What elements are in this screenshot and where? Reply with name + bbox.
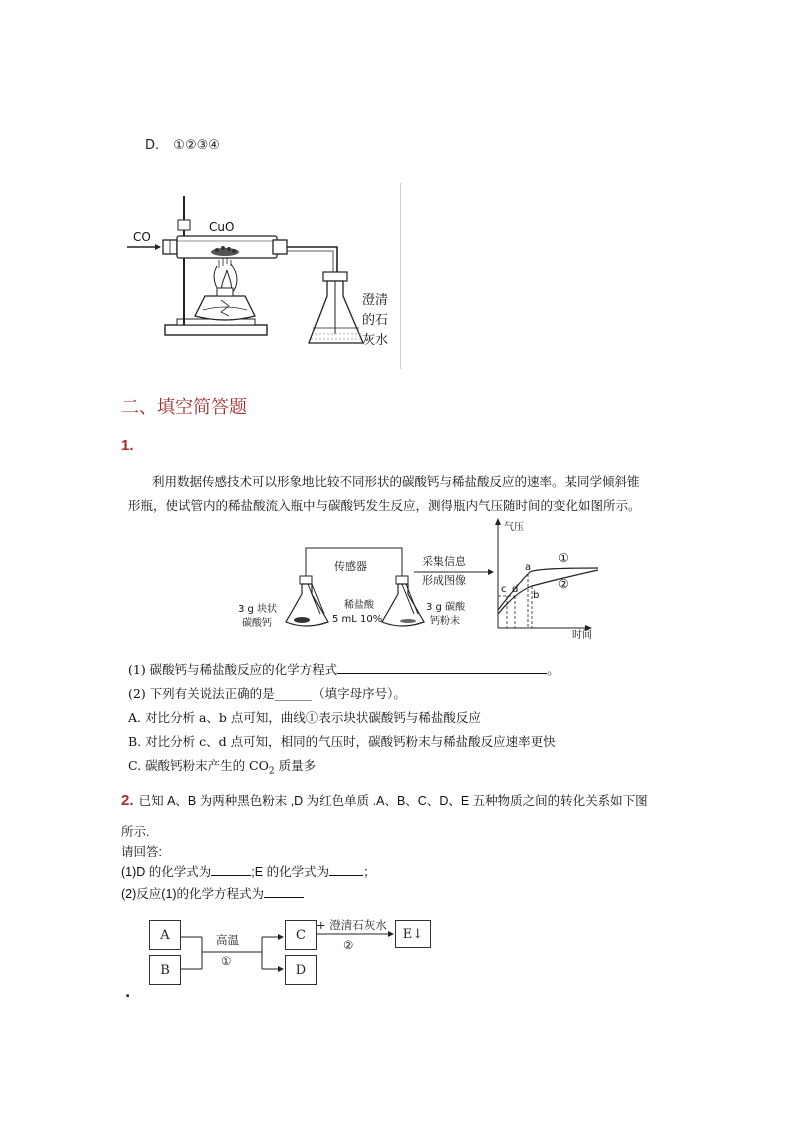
q2-line2: 所示.: [121, 825, 150, 839]
q1-sub2: (2) 下列有关说法正确的是______（填字母序号）。: [128, 686, 406, 701]
curve2-label: ②: [558, 577, 569, 591]
flow-condition-limewater: + 澄清石灰水: [316, 918, 387, 932]
option-d: [145, 138, 220, 153]
q2-line5: [121, 884, 304, 902]
q1-sub1: [128, 660, 560, 678]
q1-sub1-answer-blank[interactable]: [337, 661, 547, 674]
flow-box-d: D: [285, 955, 317, 985]
co-label: CO: [133, 230, 151, 244]
q2-line4-b: ;E 的化学式为: [251, 865, 330, 879]
left-flask-label2: 碳酸钙: [242, 618, 272, 629]
flow-box-a: A: [149, 920, 181, 950]
right-flask-label2: 钙粉末: [430, 616, 460, 627]
q1-intro-line2: 形瓶，使试管内的稀盐酸流入瓶中与碳酸钙发生反应，测得瓶内气压随时间的变化如图所示。: [128, 498, 641, 513]
q1-intro-line1: 利用数据传感技术可以形象地比较不同形状的碳酸钙与稀盐酸反应的速率。某同学倾斜锥: [152, 474, 640, 489]
q1-option-c-sub: 2: [268, 766, 275, 777]
sensor-label: 传感器: [334, 560, 367, 573]
option-d-letter: D.: [145, 138, 160, 153]
flow-box-b: B: [149, 955, 181, 985]
stray-dot: .: [125, 985, 131, 1001]
q1-option-b: B. 对比分析 c、d 点可知，相同的气压时，碳酸钙粉末与稀盐酸反应速率更快: [128, 734, 556, 749]
q2-d-formula-blank[interactable]: [211, 863, 251, 876]
q1-number: 1.: [121, 437, 134, 454]
q1-option-c-post: 质量多: [274, 758, 317, 773]
right-flask-label1: 3 g 碳酸: [426, 602, 466, 613]
section-title: 二、填空简答题: [121, 397, 247, 418]
q1-sub1-text: (1) 碳酸钙与稀盐酸反应的化学方程式: [128, 662, 338, 677]
q2-line4-c: ；: [363, 865, 376, 879]
pressure-experiment-figure: [232, 518, 602, 643]
point-a: a: [525, 562, 532, 573]
flow-step1: ①: [221, 954, 232, 968]
flow-condition-high-temp: 高温: [216, 933, 239, 947]
acid-label1: 稀盐酸: [344, 600, 374, 611]
flow-box-e: E↓: [395, 920, 431, 948]
point-b: b: [533, 590, 540, 601]
q2-number: 2.: [121, 792, 134, 809]
point-d: d: [512, 584, 519, 595]
x-axis-label: 时间: [572, 630, 592, 641]
q2-line4: [121, 862, 376, 880]
cuo-label: CuO: [209, 220, 235, 234]
curve1-label: ①: [558, 551, 569, 565]
flow-step2: ②: [343, 938, 354, 952]
limewater-label-line3: 灰水: [362, 333, 389, 348]
point-c: c: [501, 584, 507, 595]
flow-box-c: C: [285, 920, 317, 950]
q2-equation-blank[interactable]: [264, 885, 304, 898]
option-d-text: ①②③④: [173, 138, 220, 153]
y-axis-label: 气压: [504, 522, 524, 533]
form-image-label: 形成图像: [422, 574, 466, 587]
q2-line1-wrap: [121, 790, 648, 809]
limewater-label-line2: 的石: [362, 313, 389, 328]
q2-line3: 请回答:: [121, 845, 162, 859]
collect-info-label: 采集信息: [422, 555, 466, 568]
q1-option-c: [128, 756, 316, 777]
left-flask-label1: 3 g 块状: [238, 604, 278, 615]
q2-line4-a: (1)D 的化学式为: [121, 865, 212, 879]
acid-label2: 5 mL 10%: [332, 614, 383, 625]
q2-line1: 已知 A、B 为两种黑色粉末 ,D 为红色单质 .A、B、C、D、E 五种物质之间的转化关系如下图: [138, 794, 648, 808]
co-cuo-apparatus-diagram: [125, 188, 400, 348]
q2-e-formula-blank[interactable]: [329, 863, 363, 876]
q1-option-c-pre: C. 碳酸钙粉末产生的 CO: [128, 758, 269, 773]
limewater-label-line1: 澄清: [362, 293, 389, 308]
q2-line5-text: (2)反应(1)的化学方程式为: [121, 887, 265, 901]
q1-option-a: A. 对比分析 a、b 点可知，曲线①表示块状碳酸钙与稀盐酸反应: [128, 710, 481, 725]
limewater-label: [362, 291, 388, 351]
q1-sub1-end: 。: [547, 662, 560, 677]
column-divider: [400, 183, 401, 369]
